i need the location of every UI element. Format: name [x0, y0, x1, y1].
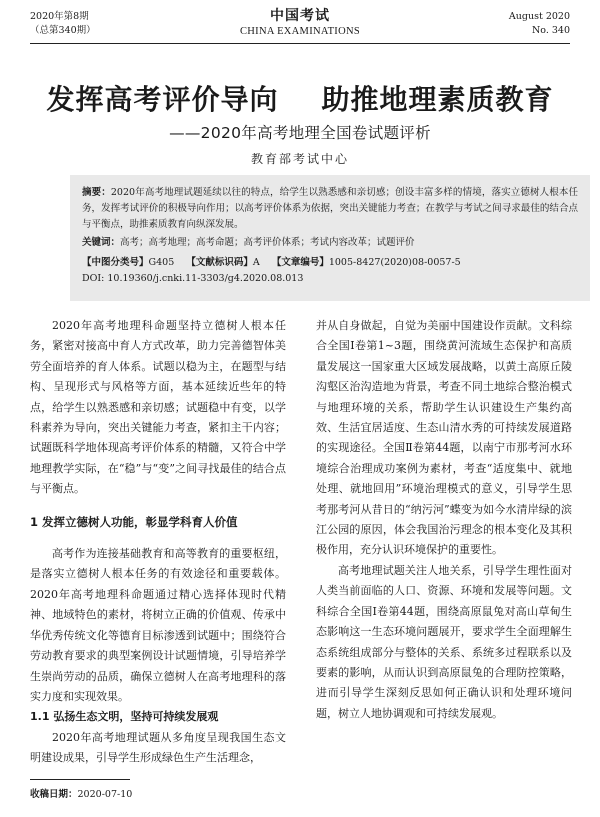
received-date-label: 收稿日期：	[30, 789, 78, 800]
header-divider	[30, 43, 570, 44]
issue-date-en: August 2020	[508, 11, 570, 22]
keywords-label: 关键词：	[82, 237, 121, 248]
doc-code-value: A	[252, 257, 260, 268]
doc-code-label: 【文献标识码】	[186, 257, 253, 268]
abstract-label: 摘要：	[82, 187, 111, 198]
received-date-value: 2020-07-10	[77, 789, 133, 800]
issue-info-en	[509, 10, 570, 38]
subsection-heading: 1.1 弘扬生态文明，坚持可持续发展观	[30, 710, 219, 724]
article-title: 发挥高考评价导向 助推地理素质教育	[46, 83, 554, 116]
body-paragraph: 2020年高考地理试题从多角度呈现我国生态文明建设成果，引导学生形成绿色生产生活理念，	[30, 730, 286, 765]
journal-masthead	[30, 8, 570, 39]
journal-logo-cn: 中国考试	[270, 8, 330, 24]
classification-line	[82, 255, 578, 271]
article-subtitle: ——2020年高考地理全国卷试题评析	[169, 124, 431, 142]
received-date-footnote	[30, 786, 132, 800]
abstract-box	[70, 175, 590, 301]
abstract-paragraph	[82, 185, 578, 233]
page-header	[30, 8, 570, 44]
body-paragraph: 2020年高考地理科命题坚持立德树人根本任务，紧密对接高中育人方式改革，助力完善德智体美劳全面培养的育人体系。试题以稳为主，在题型与结构、呈现形式与风格等方面，基本延续近些年的特点，给学生以熟悉感和亲切感；试题稳中有变，以学科素养为导向，突出关键能力考查，紧扣主干内容；试题既科学地体现高考评价体系的精髓，又符合中学地理教学实际，在“稳”与“变”之间寻找最佳的结合点与平衡点。	[30, 319, 286, 496]
keywords-line	[82, 235, 578, 251]
doi-line: DOI: 10.19360/j.cnki.11-3303/g4.2020.08.013	[82, 273, 304, 284]
body-column-right	[316, 316, 572, 724]
total-issue-cn: （总第340期）	[30, 25, 96, 36]
body-paragraph: 高考作为连接基础教育和高等教育的重要枢纽，是落实立德树人根本任务的有效途径和重要载体。2020年高考地理科命题通过精心选择体现时代精神、地域特色的素材，将树立正确的价值观、传承中华优秀传统文化等德育目标渗透到试题中；围绕符合劳动教育要求的典型案例设计试题情境，引导培养学生崇尚劳动的品质，确保立德树人在高考地理科的落实力度和实现效果。	[30, 547, 286, 703]
clc-value: G405	[148, 257, 175, 268]
section-heading: 1 发挥立德树人功能，彰显学科育人价值	[30, 514, 238, 529]
journal-name-en: CHINA EXAMINATIONS	[239, 26, 361, 37]
article-no-value: 1005-8427(2020)08-0057-5	[328, 257, 461, 268]
clc-label: 【中图分类号】	[82, 257, 149, 268]
abstract-text: 2020年高考地理试题延续以往的特点，给学生以熟悉感和亲切感；创设丰富多样的情境，落实立德树人根本任务，发挥考试评价的积极导向作用；以高考评价体系为依据，突出关键能力考查；在教学与考试之间寻求最佳的结合点与平衡点，助推素质教育向纵深发展。	[82, 187, 578, 230]
issue-number-en: No. 340	[531, 25, 570, 36]
footnote-divider	[30, 779, 130, 780]
issue-number-cn: 2020年第8期	[30, 11, 89, 22]
keywords-text: 高考；高考地理；高考命题；高考评价体系；考试内容改革；试题评价	[120, 237, 415, 248]
body-column-left	[30, 316, 286, 769]
body-paragraph: 并从自身做起，自觉为美丽中国建设作贡献。文科综合全国Ⅰ卷第1~3题，围绕黄河流域生态保护和高质量发展这一国家重大区域发展战略，以黄土高原丘陵沟壑区治沟造地为背景，考查不同土地综合整治模式与地理环境的关系，帮助学生认识建设生产集约高效、生活宜居适度、生态山清水秀的可持续发展道路的实现途径。全国Ⅱ卷第44题，以南宁市那考河水环境综合治理成功案例为素材，考查“适度集中、就地处理、就地回用”环境治理模式的意义，引导学生思考那考河从昔日的“纳污河”蝶变为如今水清岸绿的滨江公园的原因，体会我国治污理念的根本变化及其积极作用，充分认识环境保护的重要性。	[316, 319, 572, 557]
body-paragraph: 高考地理试题关注人地关系，引导学生理性面对人类当前面临的人口、资源、环境和发展等问题。文科综合全国Ⅰ卷第44题，围绕高原鼠兔对高山草甸生态影响这一生态环境问题展开，要求学生全面理解生态系统组成部分与整体的关系、系统多过程联系以及要素的影响，从而认识到高原鼠兔的合理防控策略，进而引导学生深刻反思如何正确认识和处理环境问题，树立人地协调观和可持续发展观。	[316, 563, 572, 720]
article-no-label: 【文章编号】	[271, 257, 329, 268]
article-author: 教育部考试中心	[250, 152, 349, 166]
